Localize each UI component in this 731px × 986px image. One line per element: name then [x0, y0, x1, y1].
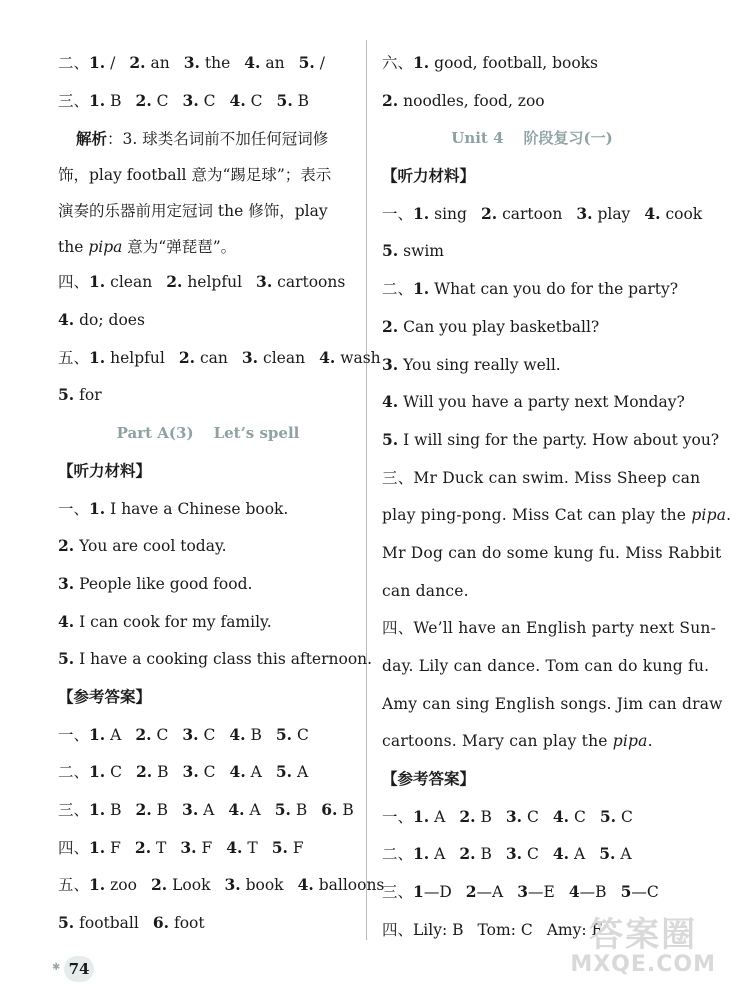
- answer-item: [89, 839, 121, 857]
- item-number: 4.: [552, 806, 570, 826]
- item-number: 3.: [576, 203, 593, 223]
- listening-sentence: [58, 607, 358, 645]
- answer-row: [58, 343, 381, 381]
- item-value: C: [573, 807, 586, 826]
- item-value: C: [296, 725, 309, 744]
- reference-answers-tag: 【参考答案】: [382, 769, 476, 789]
- item-number: 5.: [382, 429, 399, 449]
- item-value: A: [203, 801, 215, 819]
- answer-item: [129, 54, 169, 72]
- answer-row: [58, 380, 358, 418]
- analysis-label: 解析: [76, 129, 108, 149]
- item-number: 2.: [459, 844, 476, 864]
- item-value: C: [526, 807, 539, 826]
- listening-sentence: [382, 387, 685, 425]
- item-number: 4.: [297, 875, 314, 895]
- item-number: 3.: [182, 724, 199, 744]
- answer-item: [321, 801, 354, 819]
- answer-item: [621, 883, 659, 901]
- answer-item: [89, 763, 122, 781]
- item-number: 3.: [182, 90, 199, 110]
- item-value: C: [156, 91, 169, 110]
- item-number: 1.: [89, 347, 106, 367]
- answers-list: [382, 48, 682, 123]
- answer-row: [58, 908, 358, 946]
- item-value: book: [245, 876, 284, 895]
- answer-item: [182, 726, 215, 744]
- answer-item: [136, 801, 169, 819]
- answer-row: [58, 870, 385, 908]
- answer-item: [569, 883, 607, 901]
- answer-item: [166, 273, 242, 291]
- item-value: /: [319, 54, 325, 72]
- answer-item: [89, 273, 152, 291]
- item-number: 1.: [413, 203, 430, 223]
- item-value: foot: [173, 914, 205, 933]
- sentence-text: I can cook for my family.: [79, 612, 272, 631]
- answer-item: [179, 349, 228, 367]
- answer-item: [89, 876, 137, 894]
- item-number: 1.: [413, 806, 430, 826]
- item-number: 4.: [226, 837, 243, 857]
- item-value: B: [480, 845, 492, 864]
- item-value: A: [249, 801, 261, 819]
- item-number: 3.: [180, 837, 197, 857]
- answer-item: [89, 92, 122, 110]
- answer-row: [382, 86, 682, 124]
- page-number: 74: [64, 956, 94, 982]
- section-marker: 四、: [382, 920, 414, 939]
- item-number: 2.: [134, 837, 152, 857]
- unit-heading: Unit 4 阶段复习(一): [451, 129, 613, 148]
- answer-item: [319, 349, 381, 367]
- answer-item: [183, 763, 216, 781]
- item-number: 1.: [89, 724, 106, 744]
- answer-item: [58, 311, 145, 329]
- item-number: 4.: [552, 844, 570, 864]
- answer-item: [478, 921, 533, 939]
- item-number: 2.: [136, 762, 153, 782]
- item-value: /: [110, 54, 116, 72]
- listening-sentence: [382, 350, 682, 388]
- item-number: 1.: [89, 90, 106, 110]
- section-marker: 三、: [58, 91, 90, 110]
- item-value: C: [203, 91, 216, 110]
- analysis-line: 饰，play football 意为“踢足球”；表示: [58, 166, 332, 185]
- answer-item: [272, 839, 304, 857]
- answer-item: [459, 845, 492, 863]
- listening-sentence: [58, 531, 358, 569]
- item-number: 2.: [459, 806, 476, 826]
- answer-item: [553, 808, 586, 826]
- answer-item: [153, 914, 205, 932]
- item-value: B: [342, 801, 354, 819]
- section-marker: 一、: [382, 807, 414, 826]
- item-number: 2.: [166, 272, 183, 292]
- item-value: —B: [579, 883, 607, 902]
- item-number: 2.: [150, 875, 168, 895]
- item-number: 2.: [135, 90, 152, 110]
- item-value: zoo: [110, 876, 137, 895]
- item-value: helpful: [187, 273, 243, 292]
- item-value: A: [434, 807, 446, 826]
- item-value: clean: [110, 273, 153, 292]
- answer-row: [382, 199, 703, 237]
- answer-item: [553, 845, 585, 863]
- item-number: 1.: [413, 53, 430, 72]
- item-value: B: [157, 763, 169, 782]
- item-number: 3.: [505, 806, 523, 826]
- answer-item: [135, 726, 168, 744]
- item-value: B: [297, 91, 310, 110]
- answer-row: [382, 48, 682, 86]
- section-marker: 六、: [382, 54, 414, 72]
- item-value: —A: [476, 883, 504, 902]
- item-value: noodles, food, zoo: [403, 91, 545, 110]
- answer-item: [184, 54, 231, 72]
- answer-item: [136, 92, 169, 110]
- answer-item: [244, 54, 284, 72]
- item-value: for: [79, 386, 102, 405]
- answer-item: [466, 883, 504, 901]
- answer-item: [413, 205, 467, 223]
- item-value: F: [201, 838, 213, 857]
- item-value: C: [156, 725, 169, 744]
- answer-item: [276, 763, 308, 781]
- item-number: 1.: [89, 800, 106, 819]
- item-value: swim: [403, 242, 445, 261]
- section-marker: 五、: [58, 348, 90, 367]
- answer-item: [275, 801, 308, 819]
- item-value: A: [573, 845, 586, 864]
- answer-row: [382, 802, 682, 840]
- analysis-line: the pipa 意为“弹琵琶”。: [58, 238, 237, 257]
- answer-item: [89, 54, 115, 72]
- answer-item: [413, 921, 464, 939]
- item-number: 4.: [644, 203, 661, 223]
- item-value: C: [203, 725, 216, 744]
- paragraph-three: 三、Mr Duck can swim. Miss Sheep can play ping-pong. Miss Cat can play the pipa. Mr Dog can do some kung fu. Miss Rabbit can dance.: [382, 468, 731, 600]
- item-number: 2.: [135, 724, 152, 744]
- analysis-line: 演奏的乐器前用定冠词 the 修饰，play: [58, 202, 328, 221]
- section-marker: 二、: [58, 54, 90, 72]
- item-value: play: [597, 204, 631, 223]
- item-number: 5.: [274, 800, 291, 819]
- item-number: 3.: [182, 762, 199, 782]
- section-marker: 二、: [58, 763, 90, 782]
- item-number: 5.: [298, 53, 315, 72]
- item-number: 5.: [58, 649, 75, 669]
- item-value: B: [156, 801, 169, 819]
- section-marker: 一、: [382, 204, 414, 223]
- item-number: 5.: [275, 762, 293, 782]
- column-divider: [366, 40, 367, 940]
- answer-row: [58, 833, 358, 871]
- answer-item: [517, 883, 555, 901]
- item-number: 1.: [413, 844, 430, 864]
- item-value: F: [292, 838, 304, 857]
- answer-item: [230, 92, 263, 110]
- item-number: 3.: [505, 844, 523, 864]
- answer-item: [230, 763, 262, 781]
- item-number: 5.: [58, 913, 75, 933]
- item-number: 3.: [183, 53, 200, 72]
- item-number: 5.: [58, 385, 75, 405]
- answer-item: [58, 386, 102, 404]
- item-number: 1.: [89, 53, 106, 72]
- item-value: C: [203, 763, 216, 782]
- answer-row: [382, 839, 682, 877]
- answer-item: [299, 54, 325, 72]
- item-value: cartoons: [277, 273, 346, 292]
- item-number: 2.: [58, 536, 75, 556]
- listening-list: [382, 274, 720, 462]
- answer-item: [228, 801, 260, 819]
- item-value: wash: [340, 348, 381, 367]
- answer-item: [600, 808, 633, 826]
- item-number: 3: [517, 882, 529, 902]
- answer-item: [276, 726, 309, 744]
- listening-sentence: [382, 425, 720, 463]
- answer-item: [58, 914, 139, 932]
- section-heading: Part A(3) Let’s spell: [116, 424, 300, 443]
- listening-material-tag: 【听力材料】: [382, 166, 476, 186]
- item-number: 4.: [382, 392, 399, 412]
- item-value: do; does: [79, 311, 145, 330]
- item-number: 5.: [382, 241, 399, 261]
- star-icon: ✱: [52, 962, 61, 973]
- item-value: clean: [263, 348, 306, 367]
- item-number: 4.: [229, 724, 246, 744]
- section-marker: 三、: [382, 883, 414, 902]
- item-number: 3.: [256, 272, 273, 292]
- answer-item: [226, 839, 257, 857]
- listening-sentence: [58, 644, 373, 682]
- answer-item: [89, 801, 122, 819]
- item-number: 3.: [182, 800, 199, 819]
- answer-row: [58, 795, 358, 833]
- answer-row: [58, 86, 358, 124]
- answer-row: [382, 236, 682, 274]
- section-marker: 二、: [382, 845, 414, 864]
- answer-item: [183, 92, 216, 110]
- answer-item: [382, 242, 444, 260]
- answer-row: [58, 267, 358, 305]
- answer-item: [135, 839, 166, 857]
- item-value: —C: [631, 883, 659, 902]
- answer-item: [506, 808, 539, 826]
- answer-item: [89, 726, 121, 744]
- item-value: helpful: [110, 348, 165, 367]
- sentence-text: Can you play basketball?: [403, 317, 600, 336]
- item-number: 2.: [135, 800, 152, 819]
- answer-item: [136, 763, 169, 781]
- answer-item: [576, 205, 630, 223]
- item-value: cook: [665, 204, 703, 223]
- answer-item: [224, 876, 283, 894]
- item-value: Look: [172, 876, 211, 895]
- item-number: 2.: [382, 90, 399, 110]
- item-value: C: [620, 807, 633, 826]
- answer-item: [298, 876, 385, 894]
- answer-item: [413, 845, 445, 863]
- answer-row: [58, 720, 358, 758]
- item-number: 1: [413, 882, 424, 902]
- item-value: good, football, books: [434, 54, 598, 72]
- item-value: C: [250, 91, 263, 110]
- listening-sentence: [58, 494, 358, 532]
- sentence-text: You sing really well.: [403, 355, 561, 374]
- item-number: 3.: [241, 347, 259, 367]
- item-value: an: [265, 54, 285, 72]
- item-value: A: [620, 845, 632, 864]
- item-number: 5.: [276, 90, 293, 110]
- answer-item: [599, 845, 631, 863]
- item-value: Amy: F: [546, 920, 603, 939]
- sentence-text: I have a cooking class this afternoon.: [79, 650, 373, 669]
- item-value: Lily: B: [413, 920, 464, 939]
- item-value: cartoon: [502, 204, 563, 223]
- item-value: C: [110, 763, 123, 782]
- item-value: B: [110, 801, 122, 819]
- answer-item: [644, 205, 702, 223]
- item-number: 2: [465, 882, 477, 902]
- item-value: B: [110, 91, 122, 110]
- answers-list: [58, 720, 385, 946]
- item-number: 1.: [89, 272, 106, 292]
- section-marker: 一、: [58, 499, 90, 518]
- item-value: A: [110, 725, 122, 744]
- answer-row: [58, 48, 358, 86]
- item-number: 5: [620, 882, 632, 902]
- analysis-line: 解析：3. 球类名词前不加任何冠词修: [76, 129, 329, 149]
- paragraph-four: 四、We’ll have an English party next Sun- day. Lily can dance. Tom can do kung fu. Amy can sing English songs. Jim can draw cartoons. Mary can play the pipa.: [382, 619, 723, 751]
- answer-item: [382, 92, 545, 110]
- item-number: 4.: [229, 762, 246, 782]
- item-value: —D: [423, 883, 452, 902]
- answer-row: [58, 305, 358, 343]
- item-number: 6.: [152, 913, 170, 933]
- section-marker: 三、: [58, 801, 90, 819]
- section-marker: 二、: [382, 280, 414, 299]
- answer-item: [413, 54, 598, 72]
- section-marker: 一、: [58, 725, 90, 744]
- item-value: A: [296, 763, 309, 782]
- item-value: F: [110, 838, 121, 857]
- section-marker: 四、: [58, 838, 90, 857]
- reference-answers-tag: 【参考答案】: [58, 686, 152, 706]
- item-value: —E: [528, 883, 555, 902]
- item-value: C: [526, 845, 539, 864]
- item-number: 5.: [275, 724, 293, 744]
- answer-item: [242, 349, 305, 367]
- sentence-text: I will sing for the party. How about you?: [403, 430, 720, 449]
- item-value: can: [199, 348, 228, 367]
- item-number: 1.: [89, 762, 106, 782]
- answer-item: [413, 808, 445, 826]
- answer-item: [89, 349, 165, 367]
- listening-sentence: [382, 274, 682, 312]
- item-value: balloons: [318, 876, 385, 895]
- item-value: the: [204, 54, 231, 72]
- item-number: 4.: [319, 347, 336, 367]
- item-number: 6.: [321, 800, 338, 819]
- item-number: 5.: [599, 806, 617, 826]
- listening-material-tag: 【听力材料】: [58, 460, 152, 480]
- item-value: A: [250, 763, 262, 782]
- item-number: 2.: [382, 316, 399, 336]
- item-number: 1.: [413, 279, 430, 299]
- item-number: 5.: [599, 844, 616, 864]
- item-value: T: [156, 838, 167, 857]
- answer-item: [180, 839, 212, 857]
- section-marker: 五、: [58, 876, 90, 895]
- item-number: 1.: [89, 875, 106, 895]
- item-value: T: [247, 838, 258, 857]
- item-value: A: [434, 845, 446, 864]
- answer-item: [182, 801, 214, 819]
- item-number: 4: [568, 882, 580, 902]
- sentence-text: I have a Chinese book.: [110, 499, 289, 518]
- answer-item: [506, 845, 539, 863]
- item-number: 2.: [480, 203, 498, 223]
- item-value: sing: [434, 204, 467, 223]
- listening-sentence: [382, 312, 682, 350]
- answer-row: [382, 877, 682, 915]
- item-value: Tom: C: [477, 920, 533, 939]
- section-marker: 四、: [58, 273, 90, 292]
- sentence-text: You are cool today.: [79, 537, 227, 556]
- answer-item: [413, 883, 452, 901]
- item-number: 4.: [229, 90, 246, 110]
- answer-row: [58, 757, 358, 795]
- item-number: 2.: [129, 53, 146, 72]
- item-number: 5.: [271, 837, 288, 857]
- answer-item: [256, 273, 345, 291]
- item-number: 4.: [58, 611, 75, 631]
- item-value: football: [79, 914, 139, 933]
- item-value: B: [250, 725, 262, 744]
- item-number: 3.: [224, 875, 241, 895]
- watermark-logo: 答案圈 MXQE.COM: [570, 915, 716, 977]
- item-number: 4.: [58, 310, 75, 330]
- sentence-text: Will you have a party next Monday?: [403, 393, 685, 412]
- listening-sentence: [58, 569, 358, 607]
- item-number: 1.: [89, 498, 106, 518]
- listening-list: [58, 494, 373, 682]
- item-number: 4.: [228, 800, 245, 819]
- item-number: 3.: [58, 573, 75, 593]
- answer-item: [277, 92, 310, 110]
- sentence-text: People like good food.: [79, 574, 253, 593]
- item-value: an: [150, 54, 170, 72]
- left-column: [58, 48, 385, 946]
- answer-item: [481, 205, 562, 223]
- item-number: 2.: [178, 347, 196, 367]
- answer-item: [151, 876, 210, 894]
- item-value: B: [295, 801, 308, 819]
- item-value: B: [480, 807, 492, 826]
- answer-item: [229, 726, 262, 744]
- item-number: 1.: [89, 837, 106, 857]
- item-number: 3.: [382, 354, 399, 374]
- item-number: 4.: [244, 53, 261, 72]
- sentence-text: What can you do for the party?: [434, 280, 679, 299]
- answer-item: [459, 808, 492, 826]
